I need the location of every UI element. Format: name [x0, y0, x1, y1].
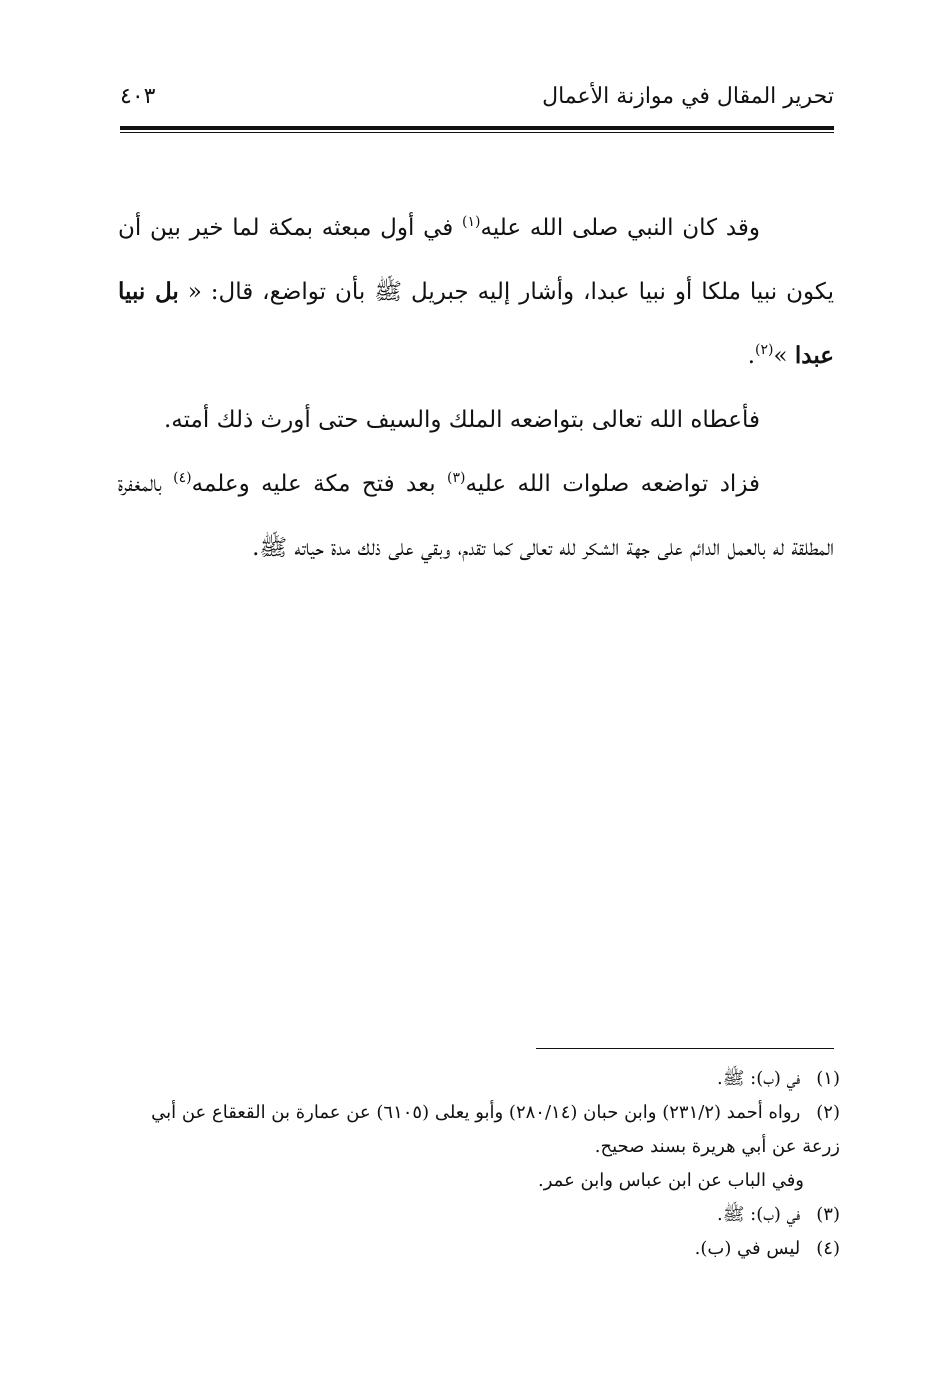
footnote-ref-4[interactable]: (٤)	[173, 470, 192, 486]
p1-part2: في أول مبعثه بمكة لما خير بين أن يكون نبيا ملكا أو نبيا عبدا، وأشار إليه جبريل ﷺ بأن تواضع، قال: «	[118, 215, 834, 305]
page-number: ٤٠٣	[120, 84, 156, 109]
footnote-3	[118, 1198, 840, 1232]
running-header	[120, 84, 834, 124]
footnote-separator	[536, 1048, 834, 1049]
paragraph-2: فأعطاه الله تعالى بتواضعه الملك والسيف حتى أورث ذلك أمته.	[163, 407, 760, 433]
footnote-text-4: ليس في (ب).	[694, 1238, 801, 1259]
p1-bold-quote: بل نبيا عبدا	[118, 278, 834, 369]
footnote-number-1: (١)	[816, 1068, 840, 1089]
footnote-ref-1[interactable]: (١)	[462, 214, 481, 230]
footnote-2	[118, 1096, 840, 1164]
paragraph-3	[118, 452, 834, 580]
header-title: تحرير المقال في موازنة الأعمال	[542, 84, 834, 109]
p3-part2: بعد فتح مكة عليه وعلمه	[191, 471, 447, 497]
footnote-text-1: في (ب): ﷺ.	[716, 1068, 801, 1089]
header-rule-thick	[120, 126, 834, 130]
header-rule-thin	[120, 132, 834, 133]
footnote-2-extra: وفي الباب عن ابن عباس وابن عمر.	[538, 1170, 804, 1191]
footnote-ref-3[interactable]: (٣)	[447, 470, 466, 486]
paragraph-1	[118, 196, 834, 388]
footnote-text-3: في (ب): ﷺ.	[716, 1204, 801, 1225]
footnote-number-3: (٣)	[816, 1204, 840, 1225]
footnotes	[118, 1062, 840, 1266]
p3-part1: فزاد تواضعه صلوات الله عليه	[465, 471, 761, 497]
footnote-text-2: رواه أحمد (٢٣١/٢) وابن حبان (٢٨٠/١٤) وأبو يعلى (٦١٠٥) عن عمارة بن القعقاع عن أبي زرعة عن أبي هريرة بسند صحيح.	[151, 1102, 840, 1157]
p3-part3: بالمغفرة المطلقة له بالعمل الدائم على جهة الشكر لله تعالى كما تقدم، وبقي على ذلك مدة حياته ﷺ.	[118, 471, 834, 561]
p1-end: .	[747, 343, 755, 369]
footnote-ref-2[interactable]: (٢)	[755, 342, 774, 358]
footnote-1	[118, 1062, 840, 1096]
footnote-number-2: (٢)	[816, 1102, 840, 1123]
footnote-4	[118, 1232, 840, 1266]
main-text	[118, 196, 834, 580]
footnote-number-4: (٤)	[816, 1238, 840, 1259]
p1-part3: »	[773, 343, 795, 369]
p1-part1: وقد كان النبي صلى الله عليه	[480, 215, 760, 241]
